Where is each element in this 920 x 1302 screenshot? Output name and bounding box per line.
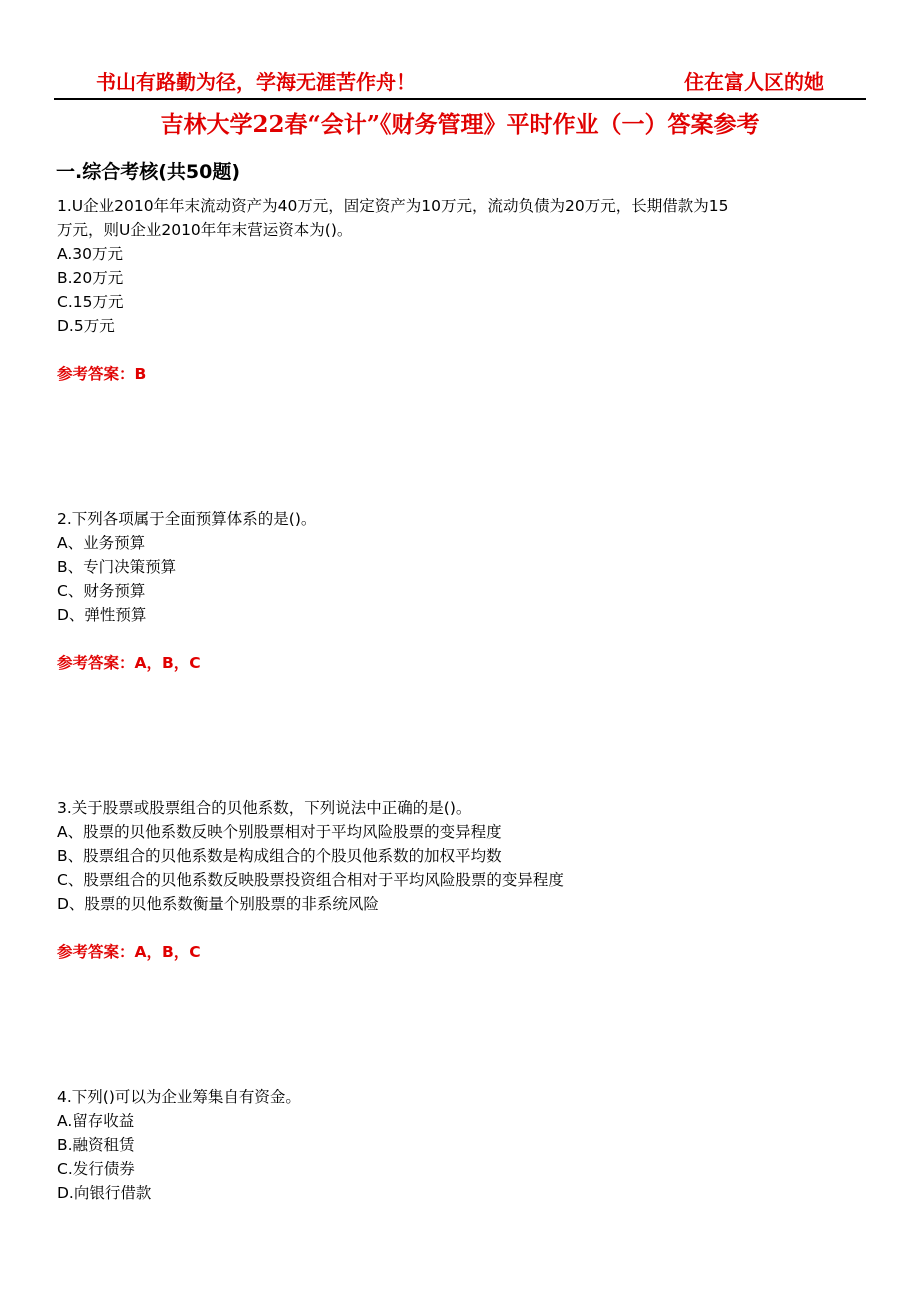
question-3-stem: 3.关于股票或股票组合的贝他系数，下列说法中正确的是()。 [57, 799, 472, 817]
question-4-option-d: D.向银行借款 [57, 1184, 152, 1202]
question-2-option-d: D、弹性预算 [57, 606, 147, 624]
document-title: 吉林大学22春“会计”《财务管理》平时作业（一）答案参考 [160, 111, 760, 138]
question-3-option-c: C、股票组合的贝他系数反映股票投资组合相对于平均风险股票的变异程度 [57, 871, 564, 889]
question-1-option-d: D.5万元 [57, 317, 115, 335]
question-2-option-b: B、专门决策预算 [57, 558, 177, 576]
question-2-option-c: C、财务预算 [57, 582, 146, 600]
question-4-option-b: B.融资租赁 [57, 1136, 135, 1154]
section-heading: 一.综合考核(共50题) [56, 161, 241, 183]
question-1 [57, 194, 867, 386]
header-motto-right: 住在富人区的她 [684, 70, 824, 94]
question-1-option-b: B.20万元 [57, 269, 124, 287]
page-header [54, 64, 866, 100]
question-2-answer: 参考答案：A，B，C [57, 654, 201, 672]
question-2 [57, 507, 867, 675]
question-4-option-c: C.发行债券 [57, 1160, 135, 1178]
question-4-stem: 4.下列()可以为企业筹集自有资金。 [57, 1088, 301, 1106]
question-4-option-a: A.留存收益 [57, 1112, 135, 1130]
question-1-stem-line-1: 1.U企业2010年年末流动资产为40万元，固定资产为10万元，流动负债为20万元，长期借款为15 [57, 197, 729, 215]
question-3-answer: 参考答案：A，B，C [57, 943, 201, 961]
question-4 [57, 1085, 867, 1205]
question-1-answer: 参考答案：B [57, 365, 147, 383]
question-1-stem-line-2: 万元，则U企业2010年年末营运资本为()。 [57, 221, 353, 239]
question-3 [57, 796, 867, 964]
question-2-option-a: A、业务预算 [57, 534, 146, 552]
question-3-option-a: A、股票的贝他系数反映个别股票相对于平均风险股票的变异程度 [57, 823, 502, 841]
question-1-option-a: A.30万元 [57, 245, 123, 263]
header-motto-left: 书山有路勤为径，学海无涯苦作舟！ [96, 70, 416, 94]
question-3-option-d: D、股票的贝他系数衡量个别股票的非系统风险 [57, 895, 379, 913]
question-2-stem: 2.下列各项属于全面预算体系的是()。 [57, 510, 317, 528]
question-1-option-c: C.15万元 [57, 293, 124, 311]
question-3-option-b: B、股票组合的贝他系数是构成组合的个股贝他系数的加权平均数 [57, 847, 502, 865]
